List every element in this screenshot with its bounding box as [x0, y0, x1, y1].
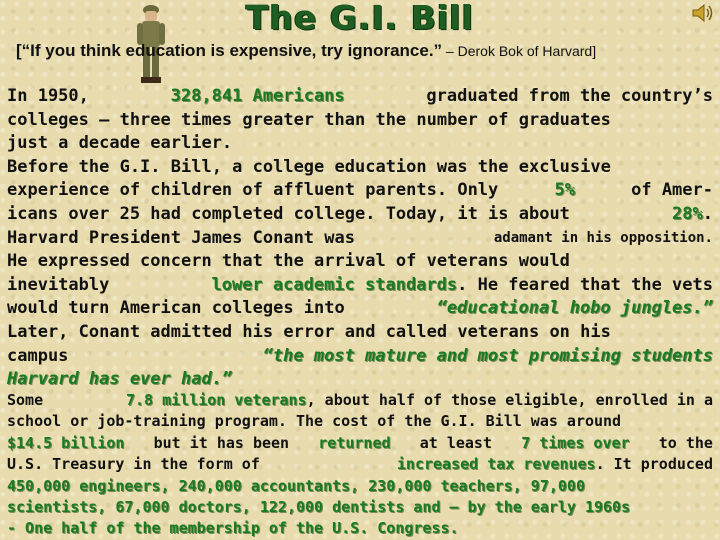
highlight-28-percent: 28% — [672, 203, 703, 224]
text-span: . He feared that the vets — [457, 274, 713, 295]
text-span: adamant in his opposition. — [493, 229, 713, 246]
text-span: to the — [658, 433, 713, 452]
text-span: but it has been — [153, 433, 290, 452]
text-line — [7, 179, 713, 203]
paragraph-impact — [7, 390, 713, 540]
text-line — [7, 411, 713, 432]
text-line — [7, 156, 713, 180]
highlight-congress: - One half of the membership of the U.S. Congress. — [7, 519, 459, 538]
quote — [16, 41, 716, 61]
text-span: , about half of those eligible, enrolled in a — [306, 391, 713, 409]
highlight-promising-students: “the most mature and most promising students — [262, 345, 713, 366]
text-line — [7, 297, 713, 321]
text-span: colleges – three times greater than the number of graduates — [7, 109, 611, 130]
text-line — [7, 321, 713, 345]
text-span: . — [702, 203, 713, 224]
text-line — [7, 227, 713, 251]
text-line — [7, 433, 713, 454]
text-span: just a decade earlier. — [7, 133, 233, 154]
quote-attribution: – Derok Bok of Harvard] — [442, 43, 597, 59]
text-span: U.S. Treasury in the form of — [7, 455, 260, 474]
text-line — [7, 454, 713, 475]
text-line — [7, 518, 713, 539]
text-span: . It produced — [595, 455, 713, 474]
text-span: Some — [7, 391, 44, 409]
highlight-returned: returned — [318, 433, 391, 452]
text-line — [7, 132, 713, 156]
highlight-lower-standards: lower academic standards — [211, 274, 458, 295]
speaker-icon[interactable] — [691, 2, 715, 24]
text-line — [7, 85, 713, 109]
text-line — [7, 109, 713, 133]
text-line — [7, 497, 713, 518]
text-line — [7, 250, 713, 274]
highlight-cost: $14.5 billion — [7, 433, 125, 452]
slide-title: The G.I. Bill — [246, 0, 474, 37]
text-span: at least — [419, 433, 492, 452]
text-span: inevitably — [7, 274, 110, 295]
text-span: experience of children of affluent parents. Only — [7, 180, 499, 201]
highlight-seven-times: 7 times over — [521, 433, 630, 452]
paragraph-history — [7, 85, 713, 392]
text-span: campus — [7, 345, 69, 366]
highlight-professions: 450,000 engineers, 240,000 accountants, 230,000 teachers, 97,000 — [7, 476, 585, 495]
text-span: He expressed concern that the arrival of veterans would — [7, 251, 570, 272]
text-line — [7, 368, 713, 392]
highlight-hobo-jungles: “educational hobo jungles.” — [436, 298, 713, 319]
highlight-professions: scientists, 67,000 doctors, 122,000 dentists and – by the early 1960s — [7, 498, 631, 517]
text-span: Later, Conant admitted his error and called veterans on his — [7, 321, 611, 342]
highlight-veterans-count: 7.8 million veterans — [125, 391, 307, 409]
text-line — [7, 345, 713, 369]
text-span: Before the G.I. Bill, a college education was the exclusive — [7, 156, 611, 177]
highlight-5-percent: 5% — [554, 180, 575, 201]
text-line — [7, 390, 713, 411]
highlight-tax-revenues: increased tax revenues — [396, 455, 596, 474]
highlight-graduates: 328,841 Americans — [170, 86, 345, 106]
quote-text: [“If you think education is expensive, try ignorance.” — [16, 41, 443, 60]
text-span: would turn American colleges into — [7, 298, 345, 319]
text-span: of Amer- — [631, 180, 713, 201]
text-span: In 1950, — [7, 86, 89, 106]
text-span: icans over 25 had completed college. Today, it is about — [7, 203, 570, 224]
text-line — [7, 274, 713, 298]
highlight-harvard-quote: Harvard has ever had.” — [7, 369, 233, 390]
text-span: school or job-training program. The cost of the G.I. Bill was around — [7, 412, 622, 431]
text-span: graduated from the country’s — [426, 86, 713, 106]
text-span: Harvard President James Conant was — [7, 227, 355, 248]
text-line — [7, 476, 713, 497]
text-line — [7, 203, 713, 227]
